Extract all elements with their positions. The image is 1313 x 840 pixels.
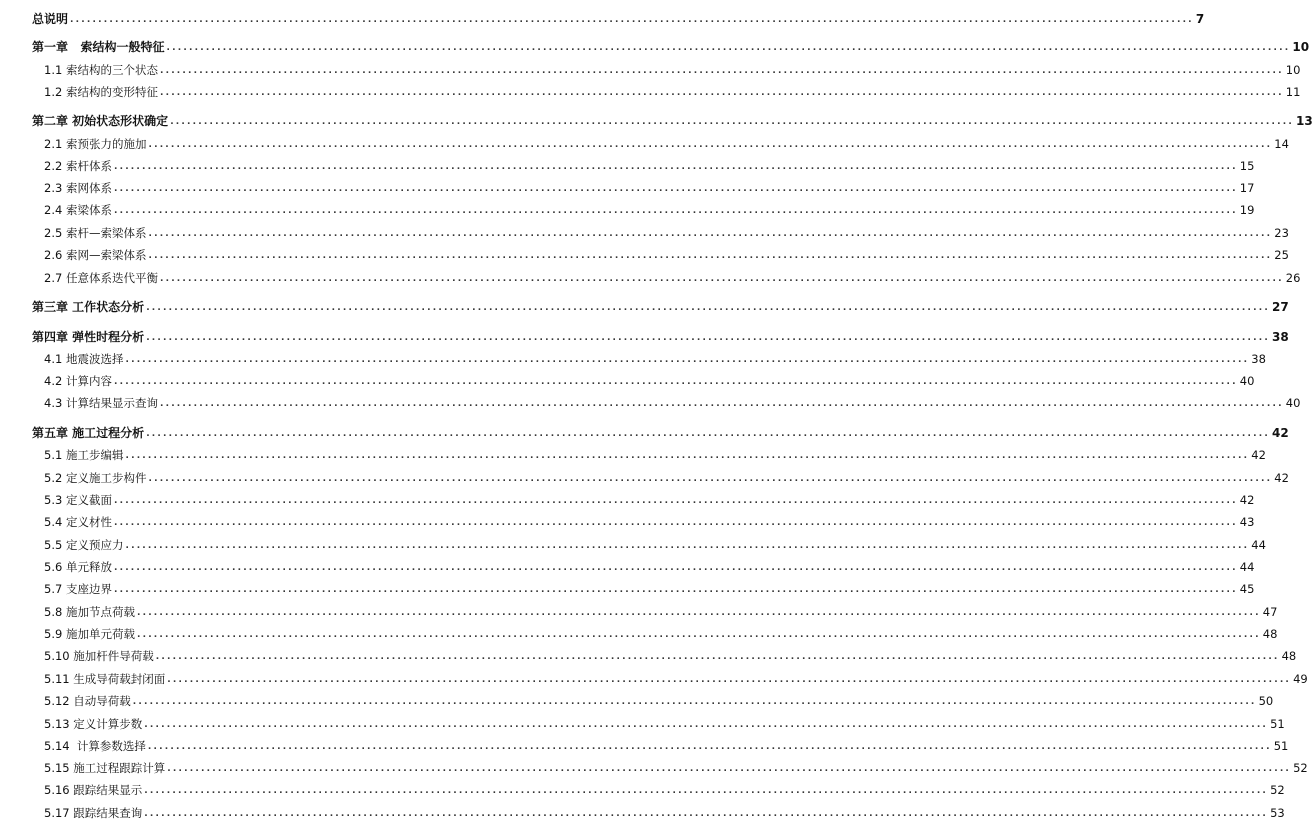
dot-leader: ........................................................................................................................................................................................................ <box>113 162 1238 172</box>
toc-entry-title: 2.7 任意体系迭代平衡 <box>44 271 158 285</box>
toc-entry-page: 7 <box>1195 12 1205 26</box>
dot-leader: ........................................................................................................................................................................................................ <box>148 229 1273 239</box>
toc-entry-page: 10 <box>1292 40 1310 54</box>
dot-leader: ........................................................................................................................................................................................................ <box>148 251 1273 261</box>
toc-entry-title: 5.1 施工步编辑 <box>44 448 124 462</box>
toc-entry-title: 5.5 定义预应力 <box>44 538 124 552</box>
toc-entry-title: 第二章 初始状态形状确定 <box>32 114 169 128</box>
dot-leader: ........................................................................................................................................................................................................ <box>136 608 1261 618</box>
toc-entry[interactable] <box>44 781 1285 799</box>
toc-entry[interactable] <box>44 61 1301 79</box>
toc-entry[interactable] <box>44 469 1289 487</box>
toc-entry-page: 42 <box>1239 493 1255 507</box>
toc-entry[interactable] <box>44 83 1301 101</box>
toc-entry[interactable] <box>44 603 1278 621</box>
toc-entry[interactable] <box>44 224 1289 242</box>
toc-entry-title: 5.11 生成导荷载封闭面 <box>44 672 166 686</box>
dot-leader: ........................................................................................................................................................................................................ <box>125 355 1250 365</box>
toc-entry-page: 19 <box>1239 203 1255 217</box>
toc-entry-title: 2.2 索杆体系 <box>44 159 112 173</box>
toc-entry-page: 42 <box>1251 448 1266 462</box>
toc-entry-title: 5.12 自动导荷载 <box>44 694 131 708</box>
toc-entry-page: 11 <box>1285 85 1301 99</box>
toc-entry-page: 38 <box>1271 330 1289 344</box>
toc-entry[interactable] <box>44 625 1278 643</box>
toc-entry-page: 38 <box>1251 352 1266 366</box>
toc-entry-title: 5.9 施加单元荷载 <box>44 627 135 641</box>
dot-leader: ........................................................................................................................................................................................................ <box>159 274 1284 284</box>
toc-entry-page: 44 <box>1251 538 1266 552</box>
toc-entry-page: 48 <box>1281 649 1297 663</box>
toc-entry-title: 2.3 索网体系 <box>44 181 112 195</box>
toc-entry-page: 23 <box>1274 226 1289 240</box>
toc-entry-title: 5.8 施加节点荷载 <box>44 605 135 619</box>
toc-entry-page: 51 <box>1273 739 1289 753</box>
dot-leader: ........................................................................................................................................................................................................ <box>144 720 1269 730</box>
toc-entry-title: 4.2 计算内容 <box>44 374 112 388</box>
toc-entry-title: 5.10 施加杆件导荷载 <box>44 649 154 663</box>
toc-entry-page: 27 <box>1271 300 1289 314</box>
toc-entry-title: 4.3 计算结果显示查询 <box>44 396 158 410</box>
toc-entry-title: 1.1 索结构的三个状态 <box>44 63 158 77</box>
toc-entry[interactable] <box>44 246 1289 264</box>
toc-entry-title: 总说明 <box>32 12 69 26</box>
dot-leader: ........................................................................................................................................................................................................ <box>146 303 1270 313</box>
toc-entry-page: 17 <box>1239 181 1255 195</box>
toc-entry-page: 14 <box>1274 137 1289 151</box>
dot-leader: ........................................................................................................................................................................................................ <box>132 697 1257 707</box>
toc-entry[interactable] <box>44 670 1308 688</box>
toc-entry-title: 5.7 支座边界 <box>44 582 112 596</box>
dot-leader: ........................................................................................................................................................................................................ <box>148 140 1273 150</box>
dot-leader: ........................................................................................................................................................................................................ <box>113 206 1238 216</box>
toc-entry[interactable] <box>32 328 1289 346</box>
dot-leader: ........................................................................................................................................................................................................ <box>159 88 1284 98</box>
toc-entry[interactable] <box>44 394 1301 412</box>
toc-entry-title: 5.13 定义计算步数 <box>44 717 143 731</box>
toc-entry-title: 2.5 索杆—索梁体系 <box>44 226 147 240</box>
toc-entry[interactable] <box>32 298 1289 316</box>
toc-entry[interactable] <box>44 513 1255 531</box>
toc-entry-page: 15 <box>1239 159 1255 173</box>
dot-leader: ........................................................................................................................................................................................................ <box>70 15 1194 25</box>
toc-entry[interactable] <box>44 759 1308 777</box>
toc-entry-page: 13 <box>1295 114 1313 128</box>
dot-leader: ........................................................................................................................................................................................................ <box>136 630 1261 640</box>
toc-entry[interactable] <box>44 580 1255 598</box>
toc-entry[interactable] <box>32 38 1310 56</box>
toc-entry-title: 4.1 地震波选择 <box>44 352 124 366</box>
dot-leader: ........................................................................................................................................................................................................ <box>148 474 1273 484</box>
toc-entry-page: 51 <box>1270 717 1285 731</box>
toc-entry-page: 40 <box>1285 396 1301 410</box>
dot-leader: ........................................................................................................................................................................................................ <box>159 399 1284 409</box>
dot-leader: ........................................................................................................................................................................................................ <box>144 786 1269 796</box>
dot-leader: ........................................................................................................................................................................................................ <box>113 377 1238 387</box>
toc-entry[interactable] <box>44 157 1255 175</box>
toc-entry-page: 52 <box>1270 783 1285 797</box>
toc-entry[interactable] <box>32 424 1289 442</box>
toc-entry-page: 25 <box>1274 248 1289 262</box>
toc-entry-page: 53 <box>1270 806 1285 820</box>
toc-entry-page: 52 <box>1293 761 1308 775</box>
toc-entry[interactable] <box>44 135 1289 153</box>
toc-entry[interactable] <box>44 269 1301 287</box>
toc-entry-page: 43 <box>1239 515 1255 529</box>
toc-entry-page: 44 <box>1239 560 1255 574</box>
dot-leader: ........................................................................................................................................................................................................ <box>167 675 1292 685</box>
dot-leader: ........................................................................................................................................................................................................ <box>113 563 1238 573</box>
toc-entry-title: 5.6 单元释放 <box>44 560 112 574</box>
toc-entry-title: 第五章 施工过程分析 <box>32 426 145 440</box>
dot-leader: ........................................................................................................................................................................................................ <box>159 66 1284 76</box>
toc-entry-page: 26 <box>1285 271 1301 285</box>
toc-entry[interactable] <box>44 179 1255 197</box>
toc-entry[interactable] <box>44 446 1266 464</box>
dot-leader: ........................................................................................................................................................................................................ <box>113 184 1238 194</box>
toc-entry[interactable] <box>32 112 1313 130</box>
dot-leader: ........................................................................................................................................................................................................ <box>146 429 1270 439</box>
dot-leader: ........................................................................................................................................................................................................ <box>166 43 1291 53</box>
toc-entry-page: 49 <box>1293 672 1308 686</box>
toc-entry-page: 45 <box>1239 582 1255 596</box>
toc-entry[interactable] <box>44 692 1274 710</box>
dot-leader: ........................................................................................................................................................................................................ <box>170 117 1294 127</box>
toc-entry-title: 5.14 计算参数选择 <box>44 739 146 753</box>
toc-entry-title: 2.4 索梁体系 <box>44 203 112 217</box>
toc-entry[interactable] <box>44 491 1255 509</box>
toc-entry-title: 5.16 跟踪结果显示 <box>44 783 143 797</box>
toc-entry-page: 40 <box>1239 374 1255 388</box>
toc-entry-page: 48 <box>1262 627 1278 641</box>
toc-entry-page: 42 <box>1271 426 1289 440</box>
toc-entry-title: 1.2 索结构的变形特征 <box>44 85 158 99</box>
toc-entry-title: 第四章 弹性时程分析 <box>32 330 145 344</box>
toc-entry[interactable] <box>44 536 1266 554</box>
toc-entry-title: 5.4 定义材性 <box>44 515 112 529</box>
toc-entry[interactable] <box>44 201 1255 219</box>
toc-entry[interactable] <box>44 372 1255 390</box>
toc-entry[interactable] <box>44 558 1255 576</box>
dot-leader: ........................................................................................................................................................................................................ <box>125 541 1250 551</box>
toc-entry-title: 5.2 定义施工步构件 <box>44 471 147 485</box>
toc-entry-title: 5.3 定义截面 <box>44 493 112 507</box>
toc-entry-title: 第一章 索结构一般特征 <box>32 40 165 54</box>
toc-entry-title: 第三章 工作状态分析 <box>32 300 145 314</box>
dot-leader: ........................................................................................................................................................................................................ <box>144 809 1269 819</box>
toc-entry-page: 42 <box>1274 471 1289 485</box>
toc-entry-title: 2.6 索网—索梁体系 <box>44 248 147 262</box>
dot-leader: ........................................................................................................................................................................................................ <box>113 496 1238 506</box>
dot-leader: ........................................................................................................................................................................................................ <box>147 742 1272 752</box>
dot-leader: ........................................................................................................................................................................................................ <box>113 518 1238 528</box>
toc-entry-page: 47 <box>1262 605 1278 619</box>
toc-entry-title: 5.15 施工过程跟踪计算 <box>44 761 166 775</box>
toc-entry-title: 5.17 跟踪结果查询 <box>44 806 143 820</box>
toc-entry[interactable] <box>44 804 1285 822</box>
dot-leader: ........................................................................................................................................................................................................ <box>146 333 1270 343</box>
toc-entry[interactable] <box>44 647 1297 665</box>
toc-entry[interactable] <box>44 715 1285 733</box>
toc-entry[interactable] <box>44 350 1266 368</box>
dot-leader: ........................................................................................................................................................................................................ <box>125 451 1250 461</box>
toc-entry-page: 10 <box>1285 63 1301 77</box>
dot-leader: ........................................................................................................................................................................................................ <box>155 652 1280 662</box>
toc-entry[interactable] <box>44 737 1289 755</box>
toc-entry-title: 2.1 索预张力的施加 <box>44 137 147 151</box>
toc-entry[interactable] <box>32 10 1205 28</box>
dot-leader: ........................................................................................................................................................................................................ <box>167 764 1292 774</box>
toc-entry-page: 50 <box>1258 694 1274 708</box>
dot-leader: ........................................................................................................................................................................................................ <box>113 585 1238 595</box>
